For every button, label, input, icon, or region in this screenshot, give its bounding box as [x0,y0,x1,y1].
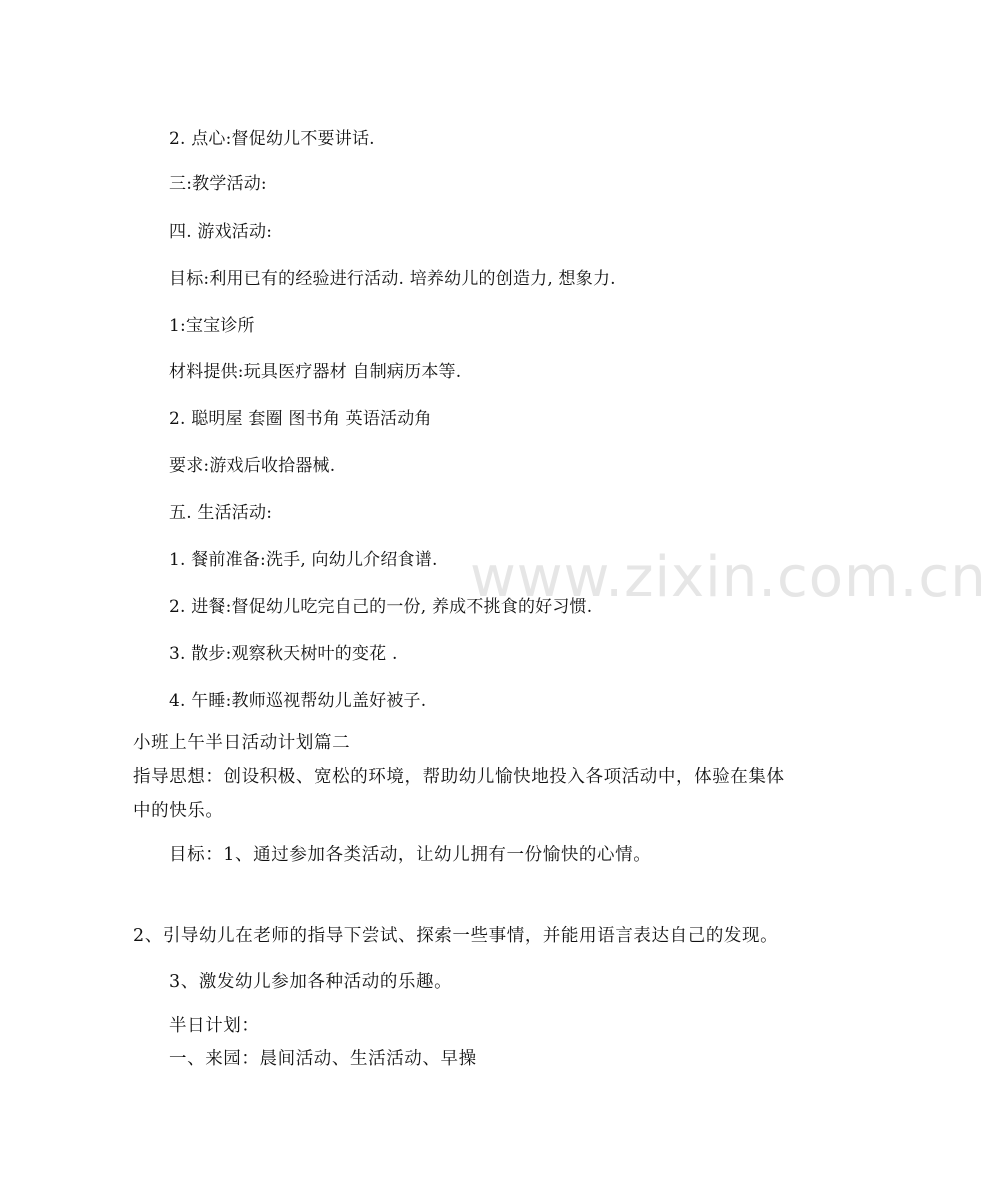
teaching-activity-heading: 三:教学活动: [169,174,267,194]
life-activity-heading: 五. 生活活动: [169,503,273,523]
goal-line-1: 目标：1、通过参加各类活动，让幼儿拥有一份愉快的心情。 [169,845,652,865]
nap-line: 4. 午睡:教师巡视帮幼儿盖好被子. [169,691,427,711]
snack-line: 2. 点心:督促幼儿不要讲话. [169,129,375,149]
requirement-line: 要求:游戏后收拾器械. [169,456,336,476]
goal-line-3: 3、激发幼儿参加各种活动的乐趣。 [169,972,453,992]
pre-meal-line: 1. 餐前准备:洗手, 向幼儿介绍食谱. [169,550,438,570]
guiding-thought-line-2: 中的快乐。 [133,801,224,821]
goal-line-2: 2、引导幼儿在老师的指导下尝试、探索一些事情，并能用语言表达自己的发现。 [133,926,779,946]
baby-clinic-line: 1:宝宝诊所 [169,316,255,336]
materials-line: 材料提供:玩具医疗器材 自制病历本等. [169,362,462,382]
watermark: www.zixin.com.cn [470,545,987,610]
smart-house-line: 2. 聪明屋 套圈 图书角 英语活动角 [169,409,432,429]
half-day-plan-heading: 半日计划： [169,1016,260,1036]
arrival-line: 一、来园：晨间活动、生活活动、早操 [169,1049,477,1069]
game-goal-line: 目标:利用已有的经验进行活动. 培养幼儿的创造力, 想象力. [169,269,616,289]
game-activity-heading: 四. 游戏活动: [169,222,273,242]
meal-line: 2. 进餐:督促幼儿吃完自己的一份, 养成不挑食的好习惯. [169,597,593,617]
guiding-thought-line-1: 指导思想：创设积极、宽松的环境，帮助幼儿愉快地投入各项活动中，体验在集体 [133,767,785,787]
section-title: 小班上午半日活动计划篇二 [133,733,351,753]
walk-line: 3. 散步:观察秋天树叶的变花 . [169,644,398,664]
